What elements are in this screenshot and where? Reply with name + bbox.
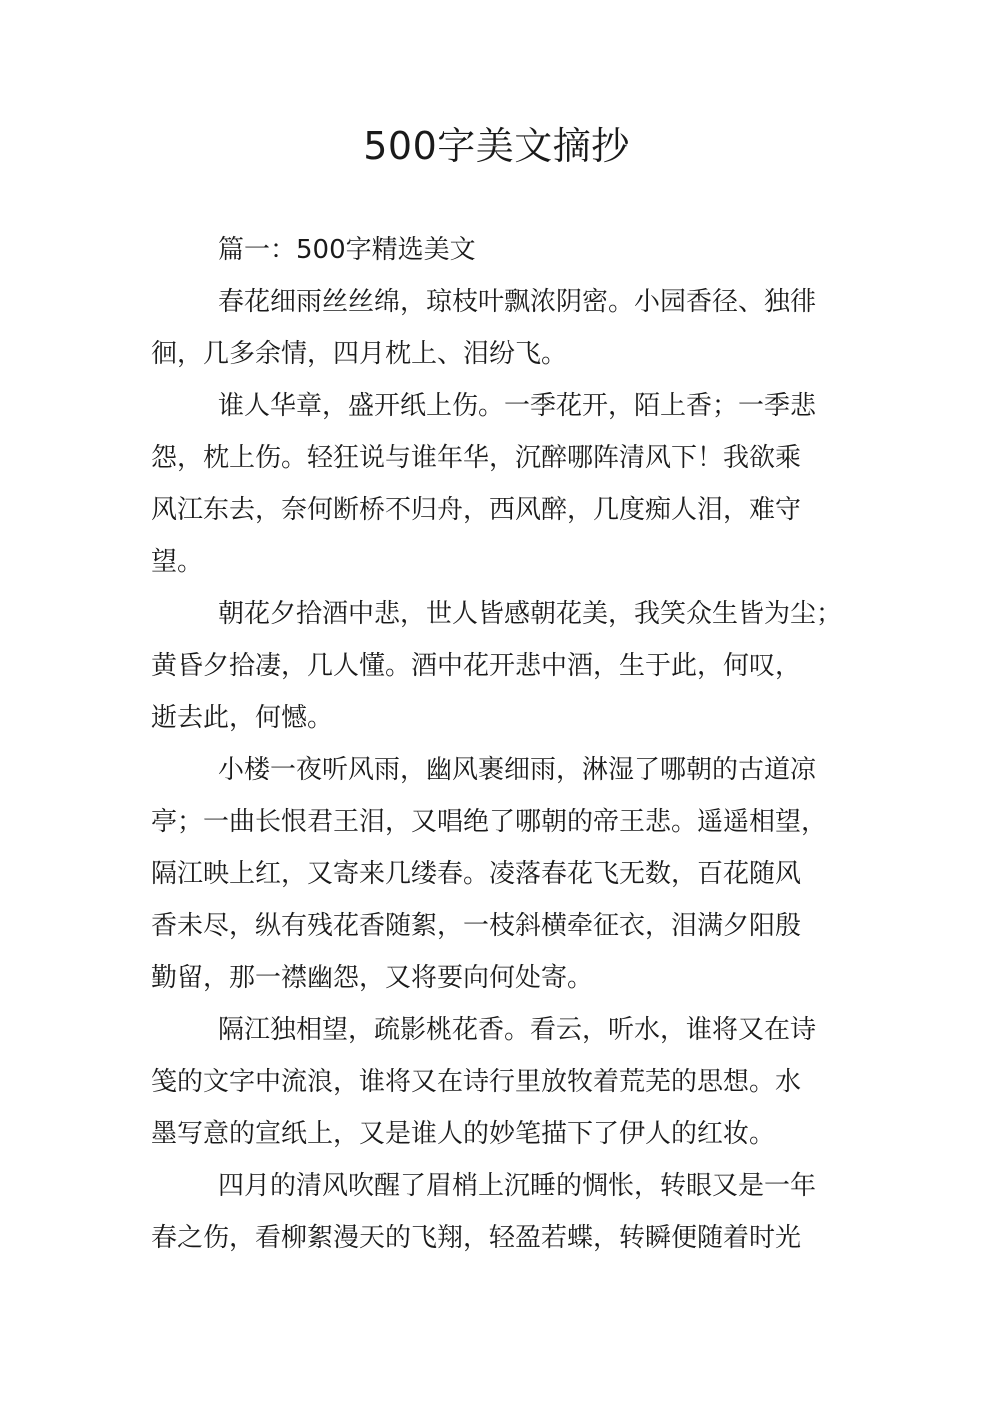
document-body <box>151 224 851 1264</box>
paragraph <box>151 276 851 380</box>
paragraph-line: 望。 <box>151 547 204 577</box>
paragraph-list <box>151 276 851 1264</box>
paragraph-line: 隔江映上红，又寄来几缕春。凌落春花飞无数，百花随风 <box>151 859 802 889</box>
paragraph-line: 黄昏夕拾凄，几人懂。酒中花开悲中酒，生于此，何叹， <box>151 651 802 681</box>
section-heading-text: 篇一：500字精选美文 <box>218 235 476 265</box>
paragraph-line: 墨写意的宣纸上，又是谁人的妙笔描下了伊人的红妆。 <box>151 1119 776 1149</box>
document-title: 500字美文摘抄 <box>363 124 630 168</box>
paragraph <box>151 744 851 1004</box>
paragraph-line: 香未尽，纵有残花香随絮，一枝斜横牵征衣，泪满夕阳殷 <box>151 911 802 941</box>
paragraph-line: 春花细雨丝丝绵，琼枝叶飘浓阴密。小园香径、独徘 <box>218 287 817 317</box>
section-heading <box>151 224 851 276</box>
paragraph <box>151 1160 851 1264</box>
paragraph-line: 朝花夕拾酒中悲，世人皆感朝花美，我笑众生皆为尘； <box>218 599 843 629</box>
paragraph-line: 谁人华章，盛开纸上伤。一季花开，陌上香；一季悲 <box>218 391 817 421</box>
paragraph-line: 小楼一夜听风雨，幽风裹细雨，淋湿了哪朝的古道凉 <box>218 755 817 785</box>
paragraph-line: 徊，几多余情，四月枕上、泪纷飞。 <box>151 339 568 369</box>
paragraph <box>151 380 851 588</box>
paragraph-line: 勤留，那一襟幽怨，又将要向何处寄。 <box>151 963 594 993</box>
paragraph-line: 亭；一曲长恨君王泪，又唱绝了哪朝的帝王悲。遥遥相望， <box>151 807 828 837</box>
paragraph-line: 逝去此，何憾。 <box>151 703 334 733</box>
paragraph <box>151 588 851 744</box>
paragraph <box>151 1004 851 1160</box>
paragraph-line: 春之伤，看柳絮漫天的飞翔，轻盈若蝶，转瞬便随着时光 <box>151 1223 802 1253</box>
paragraph-line: 怨，枕上伤。轻狂说与谁年华，沉醉哪阵清风下！我欲乘 <box>151 443 802 473</box>
paragraph-line: 隔江独相望，疏影桃花香。看云，听水，谁将又在诗 <box>218 1015 817 1045</box>
paragraph-line: 笺的文字中流浪，谁将又在诗行里放牧着荒芜的思想。水 <box>151 1067 802 1097</box>
paragraph-line: 四月的清风吹醒了眉梢上沉睡的惆怅，转眼又是一年 <box>218 1171 817 1201</box>
paragraph-line: 风江东去，奈何断桥不归舟，西风醉，几度痴人泪，难守 <box>151 495 802 525</box>
